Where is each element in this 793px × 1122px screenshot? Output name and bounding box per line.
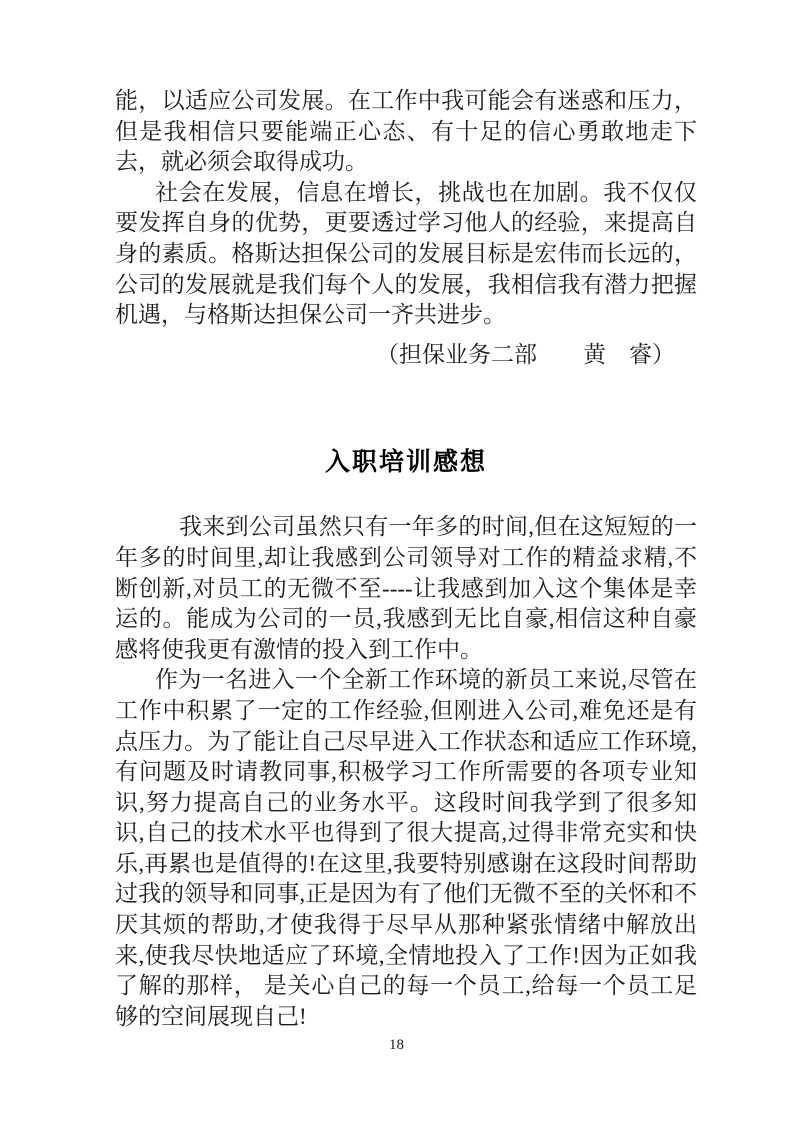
section-heading: 入职培训感想	[324, 448, 487, 477]
document-body	[115, 86, 697, 1032]
paragraph-society-development: 社会在发展，信息在增长，挑战也在加剧。我不仅仅要发挥自身的优势，更要透过学习他人的经验，来提高自身的素质。格斯达担保公司的发展目标是宏伟而长远的，公司的发展就是我们每个人的发展，我相信我有潜力把握机遇，与格斯达担保公司一齐共进步。	[115, 179, 697, 328]
paragraph-continuation: 能，以适应公司发展。在工作中我可能会有迷惑和压力，但是我相信只要能端正心态、有十足的信心勇敢地走下去，就必须会取得成功。	[115, 88, 697, 175]
paragraph-new-employee: 作为一名进入一个全新工作环境的新员工来说,尽管在工作中积累了一定的工作经验,但刚进入公司,难免还是有点压力。为了能让自己尽早进入工作状态和适应工作环境,有问题及时请教同事,积极学习工作所需要的各项专业知识,努力提高自己的业务水平。这段时间我学到了很多知识,自己的技术水平也得到了很大提高,过得非常充实和快乐,再累也是值得的!在这里,我要特别感谢在这段时间帮助过我的领导和同事,正是因为有了他们无微不至的关怀和不厌其烦的帮助,才使我得于尽早从那种紧张情绪中解放出来,使我尽快地适应了环境,全情地投入了工作!因为正如我了解的那样， 是关心自己的每一个员工,给每一个员工足够的空间展现自己!	[115, 667, 697, 1029]
page-number: 18	[389, 1037, 404, 1053]
author-attribution: （担保业务二部 黄 睿）	[376, 341, 675, 367]
paragraph-joining-company: 我来到公司虽然只有一年多的时间,但在这短短的一年多的时间里,却让我感到公司领导对工作的精益求精,不断创新,对员工的无微不至----让我感到加入这个集体是幸运的。能成为公司的一员,我感到无比自豪,相信这种自豪感将使我更有激情的投入到工作中。	[115, 514, 697, 662]
